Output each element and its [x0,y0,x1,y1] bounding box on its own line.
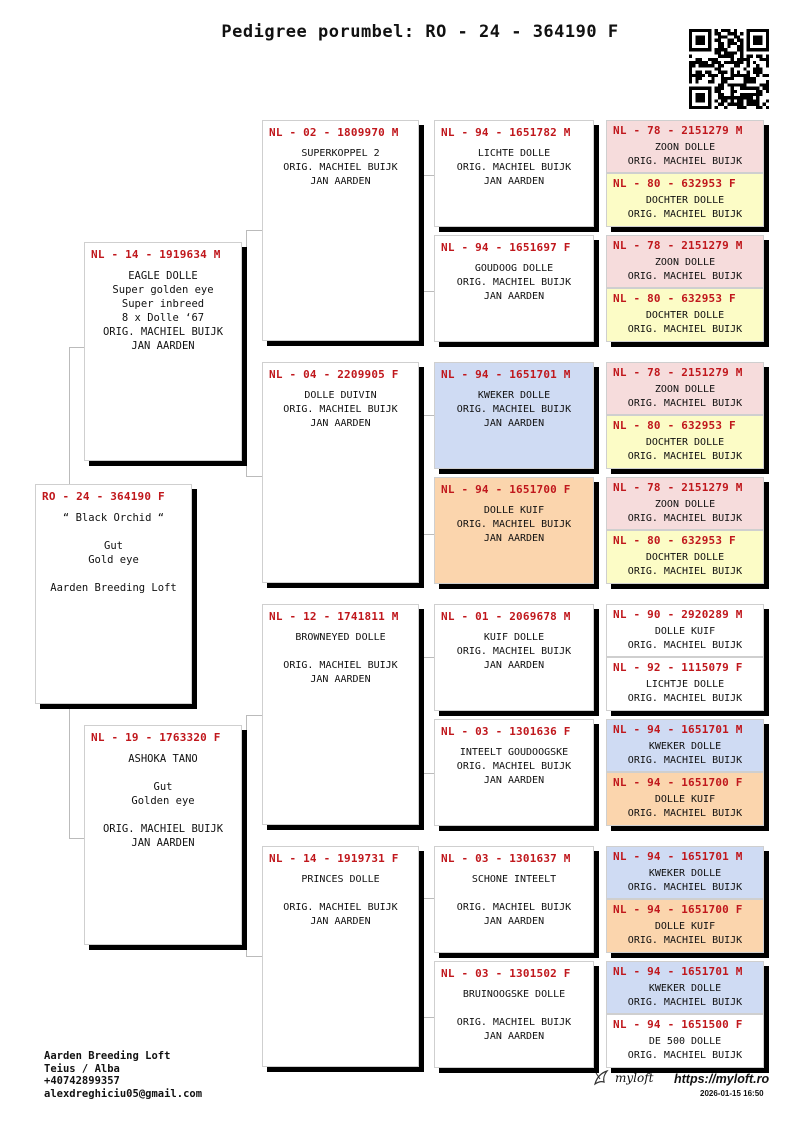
ring-number: NL - 03 - 1301636 F [441,725,571,738]
pigeon-details: KUIF DOLLE ORIG. MACHIEL BUIJK JAN AARDEN [456,632,572,671]
ring-number: NL - 94 - 1651782 M [441,126,571,139]
pigeon-details: KWEKER DOLLE ORIG. MACHIEL BUIJK JAN AARDEN [456,390,572,429]
ring-number: NL - 04 - 2209905 F [269,368,399,381]
pigeon-card-gen5-8[interactable] [606,530,764,584]
ring-number: NL - 12 - 1741811 M [269,610,399,623]
pigeon-card-gen5-16[interactable] [606,1014,764,1068]
ring-number: NL - 94 - 1651701 M [613,723,743,736]
pigeon-card-gen5-1[interactable] [606,120,764,173]
ring-number: NL - 94 - 1651697 F [441,241,571,254]
ring-number: NL - 94 - 1651701 M [613,850,743,863]
ring-number: NL - 78 - 2151279 M [613,366,743,379]
pigeon-card-main[interactable] [35,484,192,704]
ring-number: NL - 78 - 2151279 M [613,239,743,252]
pigeon-card-gen4-2[interactable] [434,235,594,342]
ring-number: NL - 92 - 1115079 F [613,661,743,674]
pigeon-details: LICHTE DOLLE ORIG. MACHIEL BUIJK JAN AARDEN [456,148,572,187]
pigeon-card-gen5-5[interactable] [606,362,764,415]
ring-number: RO - 24 - 364190 F [42,490,165,503]
pigeon-card-gen4-5[interactable] [434,604,594,711]
ring-number: NL - 14 - 1919634 M [91,248,221,261]
pigeon-card-gen5-11[interactable] [606,719,764,772]
pigeon-card-gen5-12[interactable] [606,772,764,826]
pigeon-card-gen5-3[interactable] [606,235,764,288]
pigeon-card-gen3-1[interactable] [262,120,419,341]
pigeon-details: DOCHTER DOLLE ORIG. MACHIEL BUIJK [627,552,743,577]
ring-number: NL - 78 - 2151279 M [613,124,743,137]
pigeon-details: ZOON DOLLE ORIG. MACHIEL BUIJK [627,142,743,167]
pigeon-card-gen4-7[interactable] [434,846,594,953]
pigeon-card-dam[interactable] [84,725,242,945]
pigeon-card-gen5-9[interactable] [606,604,764,657]
connector-gen2-b [246,715,263,957]
footer-phone[interactable]: +40742899357 [44,1075,120,1087]
ring-number: NL - 01 - 2069678 M [441,610,571,623]
ring-number: NL - 02 - 1809970 M [269,126,399,139]
pigeon-details: BRUINOOGSKE DOLLE ORIG. MACHIEL BUIJK JAN AARDEN [456,989,572,1042]
pigeon-details: DOLLE KUIF ORIG. MACHIEL BUIJK JAN AARDEN [456,505,572,544]
footer-loft-name: Aarden Breeding Loft [44,1050,171,1062]
ring-number: NL - 94 - 1651700 F [613,903,743,916]
pigeon-card-gen3-3[interactable] [262,604,419,825]
ring-number: NL - 80 - 632953 F [613,419,736,432]
ring-number: NL - 80 - 632953 F [613,534,736,547]
site-link[interactable]: https://myloft.ro [674,1072,770,1086]
pigeon-card-gen4-8[interactable] [434,961,594,1068]
ring-number: NL - 94 - 1651500 F [613,1018,743,1031]
ring-number: NL - 80 - 632953 F [613,292,736,305]
connector-gen3-a [420,175,435,292]
page-title: Pedigree porumbel: RO - 24 - 364190 F [221,22,619,42]
pigeon-details: ZOON DOLLE ORIG. MACHIEL BUIJK [627,384,743,409]
pigeon-details: KWEKER DOLLE ORIG. MACHIEL BUIJK [627,868,743,893]
pigeon-details: PRINCES DOLLE ORIG. MACHIEL BUIJK JAN AARDEN [283,874,398,927]
footer-email[interactable]: alexdreghiciu05@gmail.com [44,1087,203,1100]
pigeon-details: GOUDOOG DOLLE ORIG. MACHIEL BUIJK JAN AARDEN [456,263,572,302]
ring-number: NL - 94 - 1651701 M [613,965,743,978]
pigeon-details: DOLLE KUIF ORIG. MACHIEL BUIJK [627,921,743,946]
pigeon-card-gen4-1[interactable] [434,120,594,227]
pigeon-details: LICHTJE DOLLE ORIG. MACHIEL BUIJK [627,679,743,704]
ring-number: NL - 78 - 2151279 M [613,481,743,494]
pigeon-card-gen4-3[interactable] [434,362,594,469]
qr-code[interactable] [689,29,769,109]
pigeon-card-gen4-6[interactable] [434,719,594,826]
pigeon-details: DOLLE KUIF ORIG. MACHIEL BUIJK [627,794,743,819]
pigeon-details: ZOON DOLLE ORIG. MACHIEL BUIJK [627,257,743,282]
ring-number: NL - 80 - 632953 F [613,177,736,190]
pigeon-card-gen5-4[interactable] [606,288,764,342]
ring-number: NL - 14 - 1919731 F [269,852,399,865]
pigeon-details: DOCHTER DOLLE ORIG. MACHIEL BUIJK [627,195,743,220]
pigeon-details: DOLLE KUIF ORIG. MACHIEL BUIJK [627,626,743,651]
connector-gen3-b [420,415,435,535]
pigeon-logo-icon [592,1069,612,1087]
pigeon-details: DOCHTER DOLLE ORIG. MACHIEL BUIJK [627,437,743,462]
ring-number: NL - 94 - 1651700 F [613,776,743,789]
pigeon-card-gen5-15[interactable] [606,961,764,1014]
pigeon-details: DE 500 DOLLE ORIG. MACHIEL BUIJK [627,1036,743,1061]
pigeon-details: DOLLE DUIVIN ORIG. MACHIEL BUIJK JAN AARDEN [283,390,398,429]
pigeon-details: KWEKER DOLLE ORIG. MACHIEL BUIJK [627,741,743,766]
connector-gen2-a [246,230,263,477]
footer-contact [44,1050,202,1100]
ring-number: NL - 90 - 2920289 M [613,608,743,621]
pigeon-card-sire[interactable] [84,242,242,461]
connector-gen3-d [420,898,435,1018]
footer-location: Teius / Alba [44,1062,120,1075]
pigeon-details: KWEKER DOLLE ORIG. MACHIEL BUIJK [627,983,743,1008]
pigeon-card-gen5-13[interactable] [606,846,764,899]
pigeon-details: BROWNEYED DOLLE ORIG. MACHIEL BUIJK JAN AARDEN [283,632,398,685]
pigeon-details: ZOON DOLLE ORIG. MACHIEL BUIJK [627,499,743,524]
pigeon-details: “ Black Orchid “ Gut Gold eye Aarden Breeding Loft [50,512,177,594]
connector-gen3-c [420,657,435,774]
pigeon-card-gen5-14[interactable] [606,899,764,953]
ring-number: NL - 03 - 1301502 F [441,967,571,980]
pigeon-card-gen4-4[interactable] [434,477,594,584]
pigeon-card-gen5-10[interactable] [606,657,764,711]
pigeon-card-gen5-7[interactable] [606,477,764,530]
pigeon-card-gen3-2[interactable] [262,362,419,583]
myloft-logo [592,1069,653,1087]
ring-number: NL - 94 - 1651701 M [441,368,571,381]
pigeon-details: INTEELT GOUDOOGSKE ORIG. MACHIEL BUIJK JAN AARDEN [456,747,572,786]
pigeon-card-gen3-4[interactable] [262,846,419,1067]
ring-number: NL - 19 - 1763320 F [91,731,221,744]
ring-number: NL - 94 - 1651700 F [441,483,571,496]
pigeon-details: SUPERKOPPEL 2 ORIG. MACHIEL BUIJK JAN AARDEN [283,148,398,187]
pigeon-details: EAGLE DOLLE Super golden eye Super inbreed 8 x Dolle ‘67 ORIG. MACHIEL BUIJK JAN AARDEN [102,270,224,352]
timestamp: 2026-01-15 16:50 [700,1089,764,1098]
pigeon-details: SCHONE INTEELT ORIG. MACHIEL BUIJK JAN AARDEN [456,874,572,927]
pigeon-details: ASHOKA TANO Gut Golden eye ORIG. MACHIEL BUIJK JAN AARDEN [102,753,224,849]
pigeon-card-gen5-2[interactable] [606,173,764,227]
pigeon-card-gen5-6[interactable] [606,415,764,469]
pigeon-details: DOCHTER DOLLE ORIG. MACHIEL BUIJK [627,310,743,335]
ring-number: NL - 03 - 1301637 M [441,852,571,865]
logo-text: myloft [615,1071,654,1085]
